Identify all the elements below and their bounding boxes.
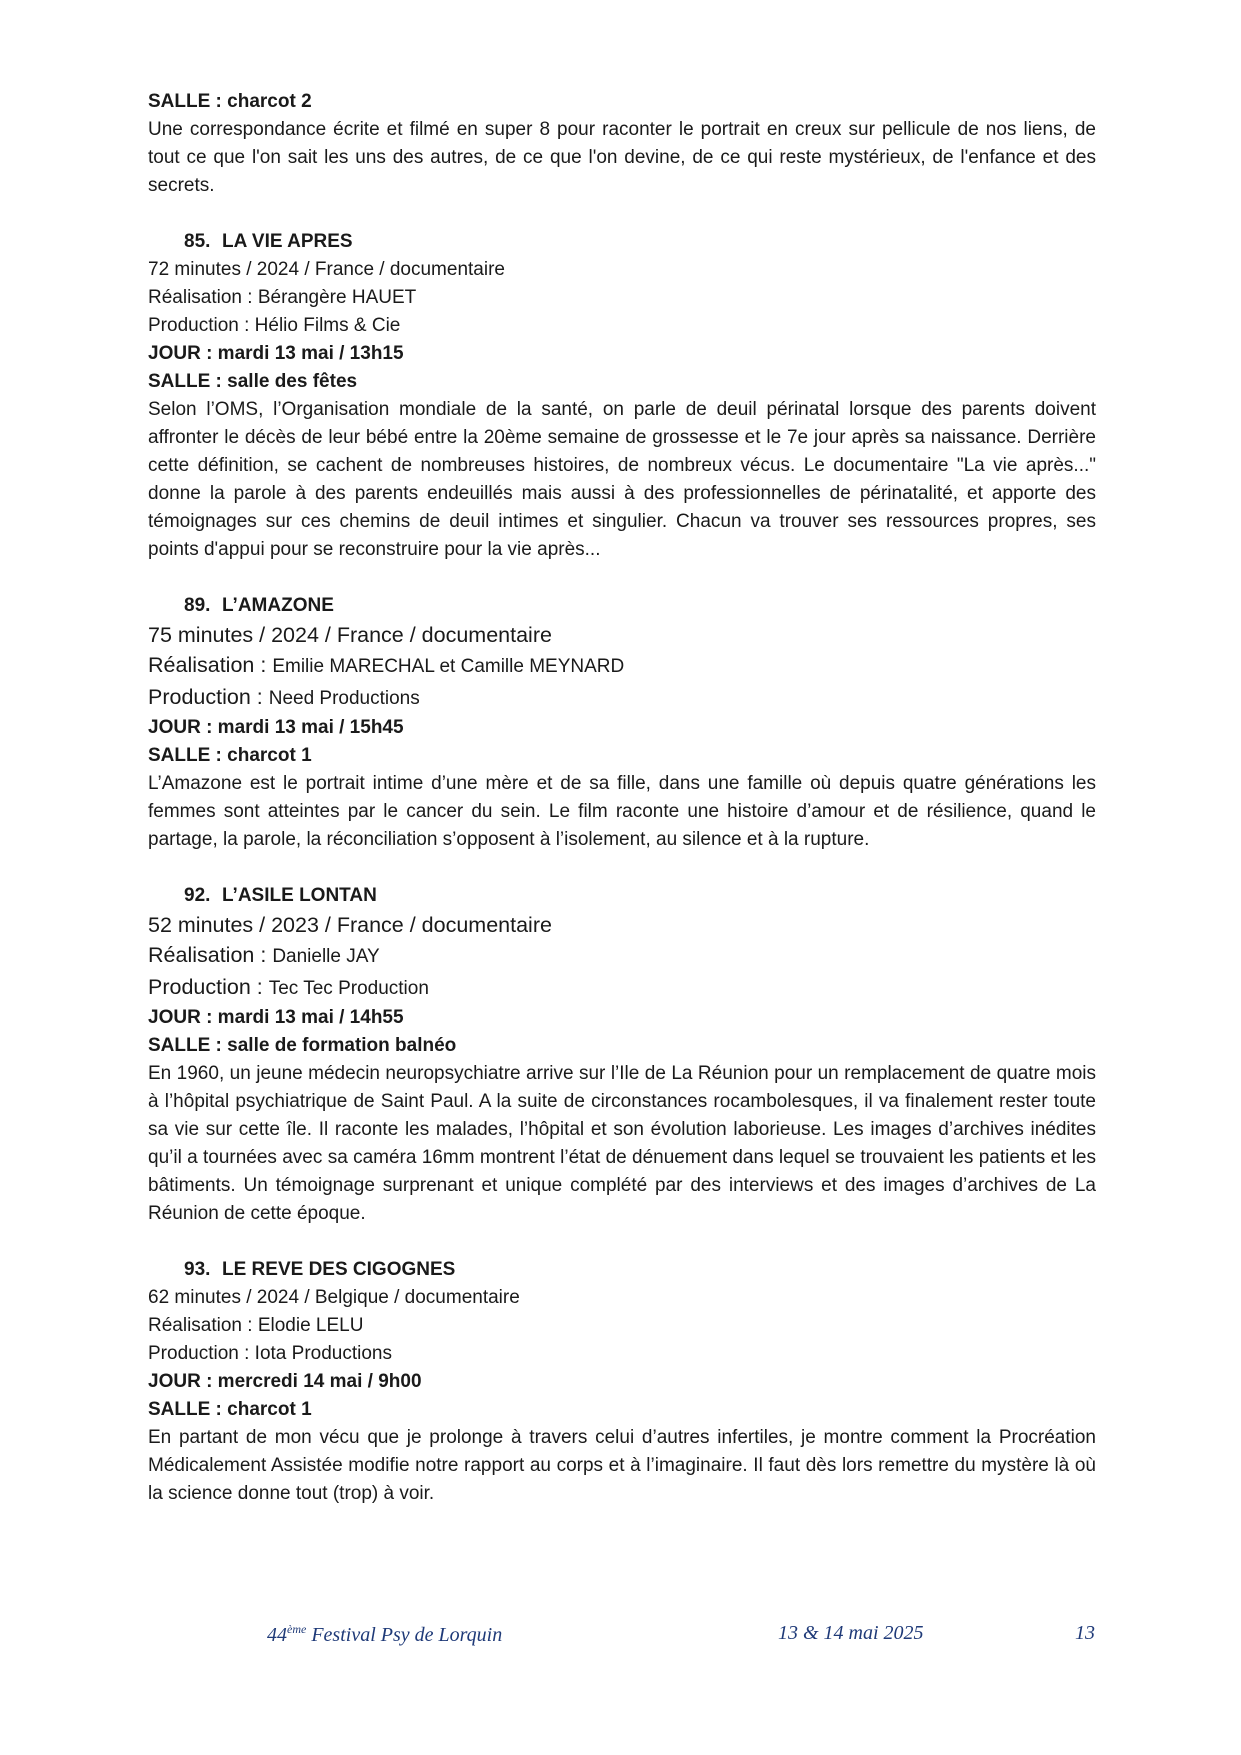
film-salle: SALLE : charcot 1 xyxy=(148,1399,312,1420)
page-number: 13 xyxy=(1075,1622,1095,1644)
document-body xyxy=(148,88,1096,1508)
film-number: 93. xyxy=(184,1259,211,1280)
intro-salle: SALLE : charcot 2 xyxy=(148,91,312,112)
film-production: Production : Iota Productions xyxy=(148,1343,392,1364)
film-jour: JOUR : mercredi 14 mai / 9h00 xyxy=(148,1371,422,1392)
footer-edition-number: 44 xyxy=(267,1624,287,1646)
film-meta: 52 minutes / 2023 / France / documentaire xyxy=(148,913,552,937)
film-title xyxy=(184,592,1096,620)
intro-text: Une correspondance écrite et filmé en super 8 pour raconter le portrait en creux sur pellicule de nos liens, de tout ce que l'on sait les uns des autres, de ce que l'on devine, de ce qui reste mystérieux, de l'enfance et des secrets. xyxy=(148,119,1096,196)
film-salle: SALLE : salle de formation balnéo xyxy=(148,1035,457,1056)
film-entry-93 xyxy=(148,1256,1096,1508)
film-title-text: L’ASILE LONTAN xyxy=(222,885,377,906)
film-realisation: Réalisation : Bérangère HAUET xyxy=(148,287,417,308)
film-title-text: L’AMAZONE xyxy=(222,595,334,616)
film-entry-89 xyxy=(148,592,1096,854)
intro-block xyxy=(148,88,1096,200)
film-title xyxy=(184,1256,1096,1284)
film-number: 92. xyxy=(184,885,211,906)
film-description: En partant de mon vécu que je prolonge à travers celui d’autres infertiles, je montre comment la Procréation Médicalement Assistée modifie notre rapport au corps et à l’imaginaire. Il faut dès lors remettre du mystère là où la science donne tout (trop) à voir. xyxy=(148,1427,1096,1504)
film-meta: 75 minutes / 2024 / France / documentaire xyxy=(148,623,552,647)
production-label: Production : xyxy=(148,685,263,709)
film-entry-85 xyxy=(148,228,1096,564)
production-label: Production : xyxy=(148,975,263,999)
film-production xyxy=(148,972,1096,1004)
realisation-value: Danielle JAY xyxy=(272,946,380,967)
film-production xyxy=(148,682,1096,714)
film-description: L’Amazone est le portrait intime d’une mère et de sa fille, dans une famille où depuis quatre générations les femmes sont atteintes par le cancer du sein. Le film raconte une histoire d’amour et de résilience, quand le partage, la parole, la réconciliation s’opposent à l’isolement, au silence et à la rupture. xyxy=(148,773,1096,850)
film-realisation: Réalisation : Elodie LELU xyxy=(148,1315,364,1336)
film-entry-92 xyxy=(148,882,1096,1228)
film-title xyxy=(184,882,1096,910)
film-description: En 1960, un jeune médecin neuropsychiatre arrive sur l’Ile de La Réunion pour un remplacement de quatre mois à l’hôpital psychiatrique de Saint Paul. A la suite de circonstances rocambolesques, il va finalement rester toute sa vie sur cette île. Il raconte les malades, l’hôpital et son évolution laborieuse. Les images d’archives inédites qu’il a tournées avec sa caméra 16mm montrent l’état de dénuement dans lequel se trouvaient les patients et les bâtiments. Un témoignage surprenant et unique complété par des interviews et des images d’archives de La Réunion de cette époque. xyxy=(148,1063,1096,1224)
film-number: 85. xyxy=(184,231,211,252)
film-jour: JOUR : mardi 13 mai / 15h45 xyxy=(148,717,404,738)
film-description: Selon l’OMS, l’Organisation mondiale de la santé, on parle de deuil périnatal lorsque des parents doivent affronter le décès de leur bébé entre la 20ème semaine de grossesse et le 7e jour après sa naissance. Derrière cette définition, se cachent de nombreuses histoires, de nombreux vécus. Le documentaire "La vie après..." donne la parole à des parents endeuillés mais aussi à des professionnelles de périnatalité, et apporte des témoignages sur ces chemins de deuil intimes et singulier. Chacun va trouver ses ressources propres, ses points d'appui pour se reconstruire pour la vie après... xyxy=(148,399,1096,560)
film-title-text: LE REVE DES CIGOGNES xyxy=(222,1259,456,1280)
film-title xyxy=(184,228,1096,256)
film-meta: 72 minutes / 2024 / France / documentaire xyxy=(148,259,505,280)
footer-festival-name: Festival Psy de Lorquin xyxy=(311,1624,503,1646)
film-realisation xyxy=(148,940,1096,972)
realisation-label: Réalisation : xyxy=(148,943,267,967)
film-salle: SALLE : salle des fêtes xyxy=(148,371,358,392)
page-footer xyxy=(0,1622,1241,1652)
footer-edition-sup: ème xyxy=(287,1622,307,1636)
film-title-text: LA VIE APRES xyxy=(222,231,353,252)
film-jour: JOUR : mardi 13 mai / 13h15 xyxy=(148,343,404,364)
film-salle: SALLE : charcot 1 xyxy=(148,745,312,766)
film-number: 89. xyxy=(184,595,211,616)
production-value: Tec Tec Production xyxy=(268,978,429,999)
realisation-label: Réalisation : xyxy=(148,653,267,677)
film-meta: 62 minutes / 2024 / Belgique / documentaire xyxy=(148,1287,520,1308)
footer-festival xyxy=(267,1622,502,1647)
realisation-value: Emilie MARECHAL et Camille MEYNARD xyxy=(272,656,625,677)
film-jour: JOUR : mardi 13 mai / 14h55 xyxy=(148,1007,404,1028)
production-value: Need Productions xyxy=(268,688,420,709)
film-realisation xyxy=(148,650,1096,682)
footer-dates: 13 & 14 mai 2025 xyxy=(778,1622,924,1644)
film-production: Production : Hélio Films & Cie xyxy=(148,315,401,336)
